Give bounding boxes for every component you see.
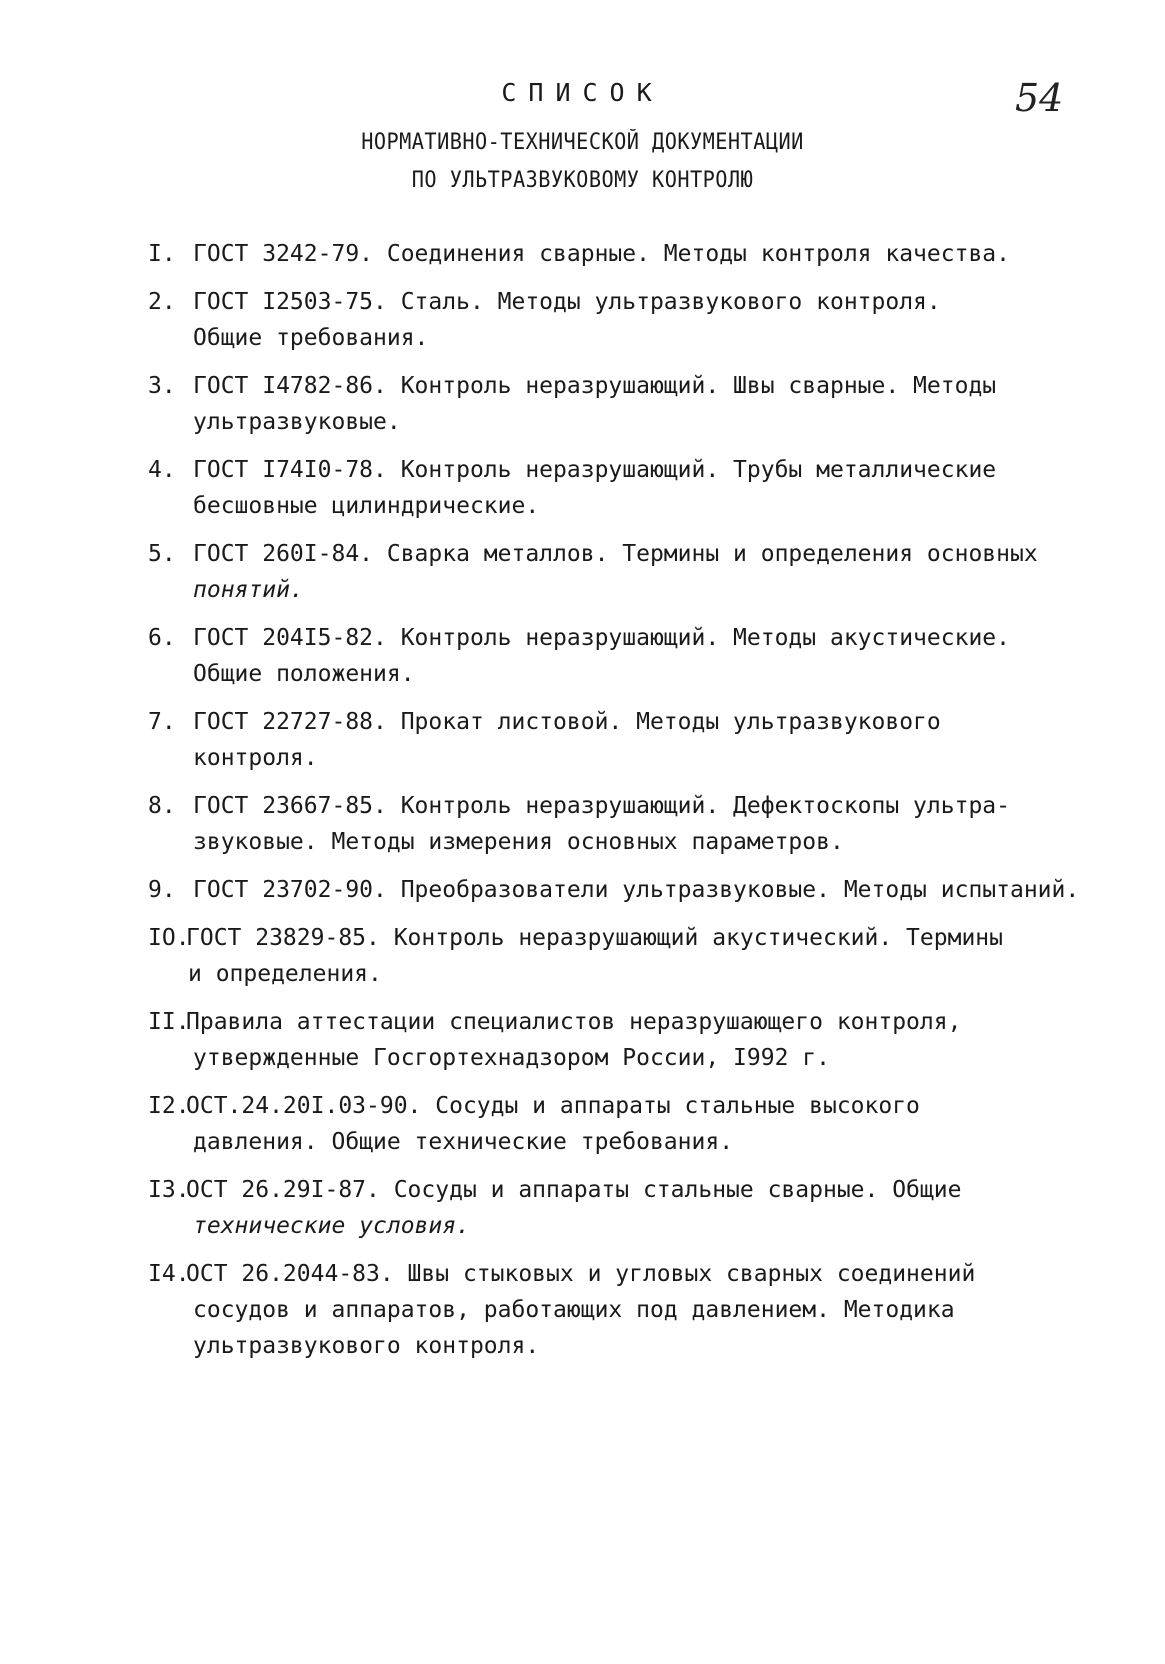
item-text-line: ГОСТ I74I0-78. Контроль неразрушающий. Трубы металлические [193, 457, 997, 483]
item-text-line: Общие требования. [193, 325, 429, 351]
list-item [148, 872, 1148, 908]
item-text-line: утвержденные Госгортехнадзором России, I992 г. [193, 1045, 830, 1071]
list-item [148, 788, 1148, 860]
item-text-line: сосудов и аппаратов, работающих под давлением. Методика [193, 1297, 955, 1323]
item-number: 9. [148, 877, 176, 903]
item-text-line: Правила аттестации специалистов неразрушающего контроля, [186, 1009, 962, 1035]
item-number: I. [148, 241, 176, 267]
item-text-line: ГОСТ 3242-79. Соединения сварные. Методы контроля качества. [193, 241, 1010, 267]
list-item [148, 536, 1148, 608]
item-number: I3. [148, 1177, 190, 1203]
item-number: 6. [148, 625, 176, 651]
item-number: 3. [148, 373, 176, 399]
list-item [148, 1004, 1148, 1076]
item-text-line: звуковые. Методы измерения основных параметров. [193, 829, 844, 855]
list-item [148, 236, 1148, 272]
item-text-line: Общие положения. [193, 661, 415, 687]
item-text-line: ОСТ.24.20I.03-90. Сосуды и аппараты стальные высокого [186, 1093, 920, 1119]
item-text-line: ОСТ 26.29I-87. Сосуды и аппараты стальные сварные. Общие [186, 1177, 962, 1203]
item-text-line: ГОСТ I4782-86. Контроль неразрушающий. Швы сварные. Методы [193, 373, 997, 399]
item-text-line: технические условия. [193, 1213, 470, 1239]
list-item [148, 284, 1148, 356]
item-number: II. [148, 1009, 190, 1035]
reference-list [148, 236, 1148, 1376]
list-item [148, 452, 1148, 524]
item-number: I4. [148, 1261, 190, 1287]
item-text-line: ГОСТ 23667-85. Контроль неразрушающий. Дефектоскопы ультра- [193, 793, 1010, 819]
document-subtitle-line-2: ПО УЛЬТРАЗВУКОВОМУ КОНТРОЛЮ [411, 168, 754, 193]
list-item [148, 920, 1148, 992]
item-number: 4. [148, 457, 176, 483]
item-number: 5. [148, 541, 176, 567]
item-text-line: ГОСТ 204I5-82. Контроль неразрушающий. Методы акустические. [193, 625, 1010, 651]
item-number: 2. [148, 289, 176, 315]
list-item [148, 368, 1148, 440]
item-number: 7. [148, 709, 176, 735]
page-number: 54 [1015, 76, 1064, 120]
list-item [148, 704, 1148, 776]
item-text-line: ГОСТ 260I-84. Сварка металлов. Термины и определения основных [193, 541, 1038, 567]
item-number: IO. [148, 925, 190, 951]
item-text-line: контроля. [193, 745, 318, 771]
item-text-line: давления. Общие технические требования. [193, 1129, 734, 1155]
item-text-line: ОСТ 26.2044-83. Швы стыковых и угловых сварных соединений [186, 1261, 976, 1287]
item-text-line: ГОСТ I2503-75. Сталь. Методы ультразвукового контроля. [193, 289, 941, 315]
item-text-line: ГОСТ 23702-90. Преобразователи ультразвуковые. Методы испытаний. [193, 877, 1080, 903]
item-text-line: ультразвуковые. [193, 409, 401, 435]
list-item [148, 1256, 1148, 1364]
item-text-line: и определения. [188, 961, 382, 987]
document-subtitle-line-1: НОРМАТИВНО-ТЕХНИЧЕСКОЙ ДОКУМЕНТАЦИИ [361, 130, 804, 155]
list-item [148, 1088, 1148, 1160]
item-text-line: ГОСТ 22727-88. Прокат листовой. Методы ультразвукового [193, 709, 941, 735]
document-title: СПИСОК [501, 78, 664, 107]
item-number: I2. [148, 1093, 190, 1119]
list-item [148, 620, 1148, 692]
item-text-line: ультразвукового контроля. [193, 1333, 540, 1359]
list-item [148, 1172, 1148, 1244]
item-number: 8. [148, 793, 176, 819]
item-text-line: понятий. [193, 577, 304, 603]
item-text-line: бесшовные цилиндрические. [193, 493, 540, 519]
item-text-line: ГОСТ 23829-85. Контроль неразрушающий акустический. Термины [186, 925, 1003, 951]
